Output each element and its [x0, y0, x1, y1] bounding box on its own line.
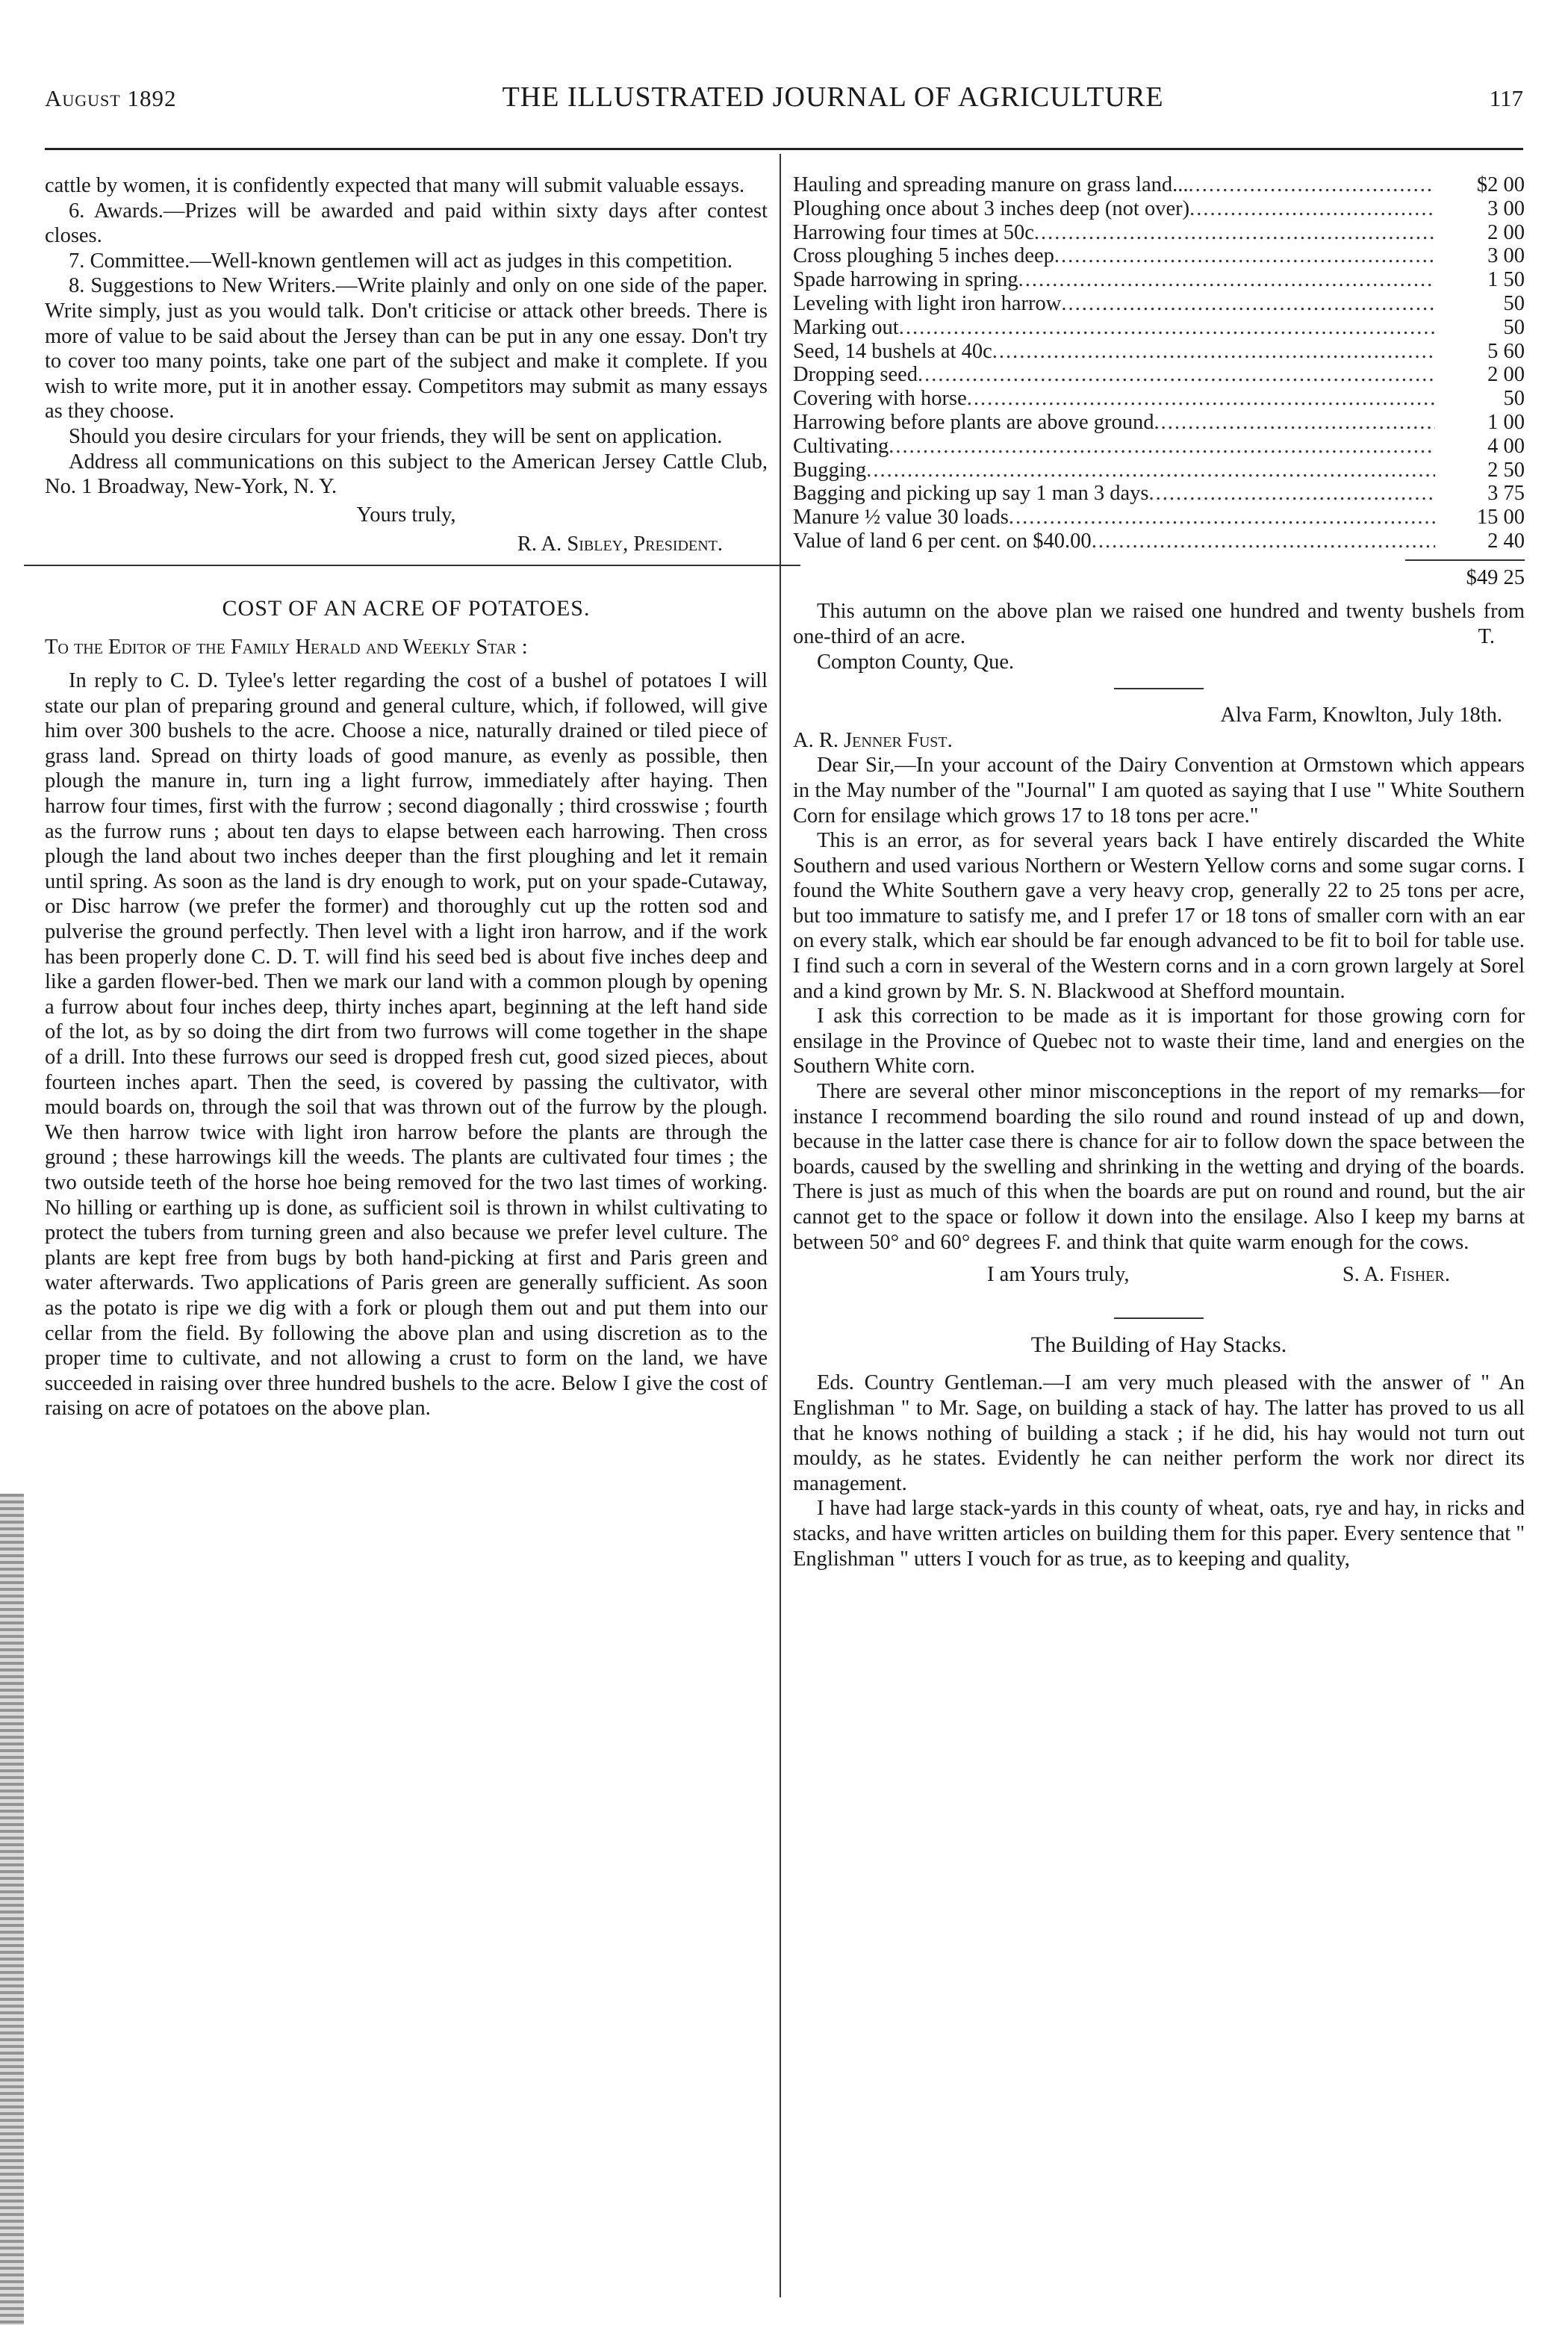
cost-amount: 3 75 — [1487, 482, 1525, 506]
cost-amount: 5 60 — [1487, 339, 1525, 363]
cost-item: Bugging — [793, 458, 867, 482]
cost-row — [793, 268, 1525, 292]
leader-dots — [918, 363, 1435, 387]
cost-item: Leveling with light iron harrow — [793, 291, 1062, 315]
letter-paragraph: There are several other minor misconceptions in the report of my remarks—for instance I recommend boarding the silo round and round instead of up and down, because in the latter case there is chance for air to follow down the space between the boards, caused by the swelling and shrinking in the wetting and drying of the boards. There is just as much of this when the boards are put on round and round, but the air cannot get to the space or follow it down into the ensilage. Also I keep my barns at between 50° and 60° degrees F. and think that quite warm enough for the cows. — [793, 1080, 1525, 1254]
leader-dots — [889, 435, 1435, 459]
cost-amount: 2 00 — [1487, 363, 1525, 387]
journal-title: THE ILLUSTRATED JOURNAL OF AGRICULTURE — [502, 81, 1164, 113]
cost-amount: 3 00 — [1487, 196, 1525, 220]
cost-amount: 2 40 — [1487, 529, 1525, 553]
contest-committee: 7. Committee.—Well-known gentlemen will act as judges in this competition. — [69, 249, 732, 273]
cost-item: Ploughing once about 3 inches deep (not over) — [793, 196, 1190, 220]
leader-dots — [1034, 221, 1435, 245]
leader-dots — [1149, 482, 1435, 506]
hay-paragraph: Eds. Country Gentleman.—I am very much pleased with the answer of " An Englishman " to Mr. Sage, on building a stack of hay. The latter has proved to us all that he knows nothing of building a stack ; if he did, his hay would not turn out mouldy, as he states. Evidently he can neither perform the work nor direct its management. — [793, 1371, 1525, 1495]
letter-dateline: Alva Farm, Knowlton, July 18th. — [1220, 704, 1502, 727]
left-column — [45, 173, 768, 1421]
cost-item: Spade harrowing in spring — [793, 268, 1018, 292]
letter-paragraph: This is an error, as for several years back I have entirely discarded the White Southern and used various Northern or Western Yellow corns and some sugar corns. I found the White Southern gave a very heavy crop, generally 22 to 25 tons per acre, but too immature to satisfy me, and I prefer 17 or 18 tons of smaller corn with an ear on every stalk, which ear should be far enough advanced to be fit to boil for table use. I find such a corn in several of the Western corns and in a corn grown largely at Sorel and a kind grown by Mr. S. N. Blackwood at Shefford mountain. — [793, 829, 1525, 1003]
cost-row — [793, 482, 1525, 506]
cost-amount: 15 00 — [1476, 506, 1525, 530]
page-number: 117 — [1489, 85, 1523, 111]
issue-date: August 1892 — [45, 85, 177, 111]
contest-suggestions: 8. Suggestions to New Writers.—Write plainly and only on one side of the paper. Write simply, just as you would talk. Don't criticise or attack other breeds. There is more of value to be said about the Jersey than can be put in any one essay. Don't try to cover too many points, take one part of the subject and make it complete. If you wish to write more, put it in another essay. Competitors may submit as many essays as they choose. — [45, 274, 768, 423]
cost-amount: 1 00 — [1487, 410, 1525, 434]
salutation: To the Editor of the Family Herald and Weekly Star : — [45, 635, 528, 659]
right-column — [793, 173, 1525, 1571]
leader-dots — [1061, 292, 1435, 316]
cost-item: Manure ½ value 30 loads — [793, 506, 1009, 530]
signature: R. A. Sibley, President. — [517, 533, 723, 556]
closing: Yours truly, — [356, 503, 456, 527]
cost-amount: 50 — [1503, 315, 1525, 339]
letter-addressee: A. R. Jenner Fust. — [793, 728, 953, 752]
cost-item: Covering with horse — [793, 387, 967, 411]
article-heading-potatoes: COST OF AN ACRE OF POTATOES. — [222, 595, 591, 621]
cost-amount: 3 00 — [1487, 244, 1525, 268]
letter-paragraph: Dear Sir,—In your account of the Dairy Convention at Ormstown which appears in the May number of the "Journal" I am quoted as saying that I use " White Southern Corn for ensilage which grows 17 to 18 tons per acre." — [793, 754, 1525, 828]
potatoes-place: Compton County, Que. — [817, 650, 1015, 674]
column-divider — [780, 154, 781, 2297]
contest-awards: 6. Awards.—Prizes will be awarded and paid within sixty days after contest closes. — [45, 199, 768, 248]
cost-row — [793, 411, 1525, 435]
cost-total: $49 25 — [1466, 565, 1525, 589]
cost-row — [793, 197, 1525, 221]
cost-row — [793, 459, 1525, 482]
cost-row — [793, 435, 1525, 459]
leader-dots — [1154, 411, 1435, 435]
cost-row — [793, 387, 1525, 411]
letter-closing: I am Yours truly, — [987, 1263, 1130, 1287]
page-header — [45, 81, 1523, 125]
binding-edge — [0, 1494, 24, 2325]
leader-dots — [1054, 244, 1435, 268]
cost-row — [793, 340, 1525, 364]
leader-dots — [1009, 506, 1435, 530]
cost-amount: 4 00 — [1487, 434, 1525, 458]
section-rule — [24, 565, 800, 566]
article-heading-hay: The Building of Hay Stacks. — [1030, 1332, 1287, 1357]
cost-amount: 2 50 — [1487, 458, 1525, 482]
cost-row — [793, 506, 1525, 530]
leader-dots — [1018, 268, 1435, 292]
contest-address: Address all communications on this subject to the American Jersey Cattle Club, No. 1 Broadway, New-York, N. Y. — [45, 450, 768, 499]
letter-paragraph: I ask this correction to be made as it is important for those growing corn for ensilage in the Province of Quebec not to waste their time, land and energies on the Southern White corn. — [793, 1005, 1525, 1078]
cost-row — [793, 221, 1525, 245]
cost-amount: $2 00 — [1476, 173, 1525, 196]
leader-dots — [1189, 173, 1436, 197]
cost-item: Harrowing four times at 50c — [793, 220, 1034, 244]
cost-amount: 1 50 — [1487, 268, 1525, 292]
letter-signoff — [793, 1255, 1525, 1288]
letter-signature: S. A. Fisher. — [1342, 1263, 1450, 1287]
cost-item: Marking out — [793, 315, 899, 339]
cost-item: Cultivating — [793, 434, 889, 458]
cost-amount: 50 — [1503, 291, 1525, 315]
cost-row — [793, 530, 1525, 553]
cost-row — [793, 292, 1525, 316]
potatoes-result — [793, 599, 1525, 649]
header-rule — [45, 148, 1523, 150]
potatoes-body: In reply to C. D. Tylee's letter regarding the cost of a bushel of potatoes I will state our plan of preparing ground and general culture, which, if followed, will give him over 300 bushels to the acre. Choose a nice, naturally drained or tiled piece of grass land. Spread on thirty loads of good manure, as evenly as possible, then plough the manure in, turn ing a light furrow, immediately after haying. Then harrow four times, first with the furrow ; second diagonally ; third crosswise ; fourth as the furrow runs ; about ten days to elapse between each harrowing. Then cross plough the land about two inches deeper than the first ploughing and let it remain until spring. As soon as the land is dry enough to work, put on your spade-Cutaway, or Disc harrow (we prefer the former) and thoroughly cut up the rotten sod and pulverise the ground perfectly. Then level with a light iron harrow, and if the work has been properly done C. D. T. will find his seed bed is about five inches deep and like a garden flower-bed. Then we mark our land with a common plough by opening a furrow about four inches deep, thirty inches apart, beginning at the left hand side of the lot, as by so doing the dirt from two furrows will come together in the shape of a drill. Into these furrows our seed is dropped fresh cut, good sized pieces, about fourteen inches apart. Then the seed, is covered by passing the cultivator, with mould boards on, through the soil that was thrown out of the furrow by the plough. We then harrow twice with light iron harrow before the plants are through the ground ; these harrowings kill the weeds. The plants are cultivated four times ; the two outside teeth of the horse hoe being removed for the two last times of working. No hilling or earthing up is done, as sufficient soil is thrown in whilst cultivating to protect the tubers from turning green and also because we prefer level culture. The plants are kept free from bugs by both hand-picking at first and Paris green and water afterwards. Two applications of Paris green are generally sufficient. As soon as the potato is ripe we dig with a fork or plough them out and put them into our cellar from the field. By following the above plan and using discretion as to the proper time to cultivate, and not allowing a crust to form on the land, we have succeeded in raising over three hundred bushels to the acre. Below I give the cost of raising on acre of potatoes on the above plan. — [45, 669, 768, 1421]
cost-item: Dropping seed — [793, 363, 918, 387]
cost-amount: 50 — [1503, 387, 1525, 411]
potatoes-initial: T. — [1478, 624, 1495, 648]
cost-row — [793, 363, 1525, 387]
cost-item: Value of land 6 per cent. on $40.00 — [793, 529, 1092, 553]
cost-item: Cross ploughing 5 inches deep — [793, 244, 1054, 268]
potatoes-result-text: This autumn on the above plan we raised one hundred and twenty bushels from one-third of an acre. — [793, 600, 1525, 648]
leader-dots — [1092, 530, 1435, 553]
cost-item: Hauling and spreading manure on grass land... — [793, 173, 1189, 196]
section-rule — [1114, 688, 1204, 689]
contest-paragraph: cattle by women, it is confidently expected that many will submit valuable essays. — [45, 174, 745, 197]
leader-dots — [992, 340, 1435, 364]
total-rule — [1405, 559, 1525, 561]
cost-row — [793, 173, 1525, 197]
cost-item: Bagging and picking up say 1 man 3 days — [793, 482, 1149, 506]
cost-row — [793, 244, 1525, 268]
cost-row — [793, 316, 1525, 340]
cost-table — [793, 173, 1525, 553]
cost-amount: 2 00 — [1487, 220, 1525, 244]
leader-dots — [1189, 197, 1435, 221]
leader-dots — [866, 459, 1435, 482]
hay-paragraph: I have had large stack-yards in this county of wheat, oats, rye and hay, in ricks and stacks, and have written articles on building them for this paper. Every sentence that " Englishman " utters I vouch for as true, as to keeping and quality, — [793, 1497, 1525, 1571]
leader-dots — [899, 316, 1435, 340]
leader-dots — [967, 387, 1435, 411]
section-rule — [1114, 1317, 1204, 1319]
contest-circulars: Should you desire circulars for your friends, they will be sent on application. — [69, 424, 723, 448]
cost-item: Seed, 14 bushels at 40c — [793, 339, 992, 363]
cost-item: Harrowing before plants are above ground — [793, 410, 1154, 434]
